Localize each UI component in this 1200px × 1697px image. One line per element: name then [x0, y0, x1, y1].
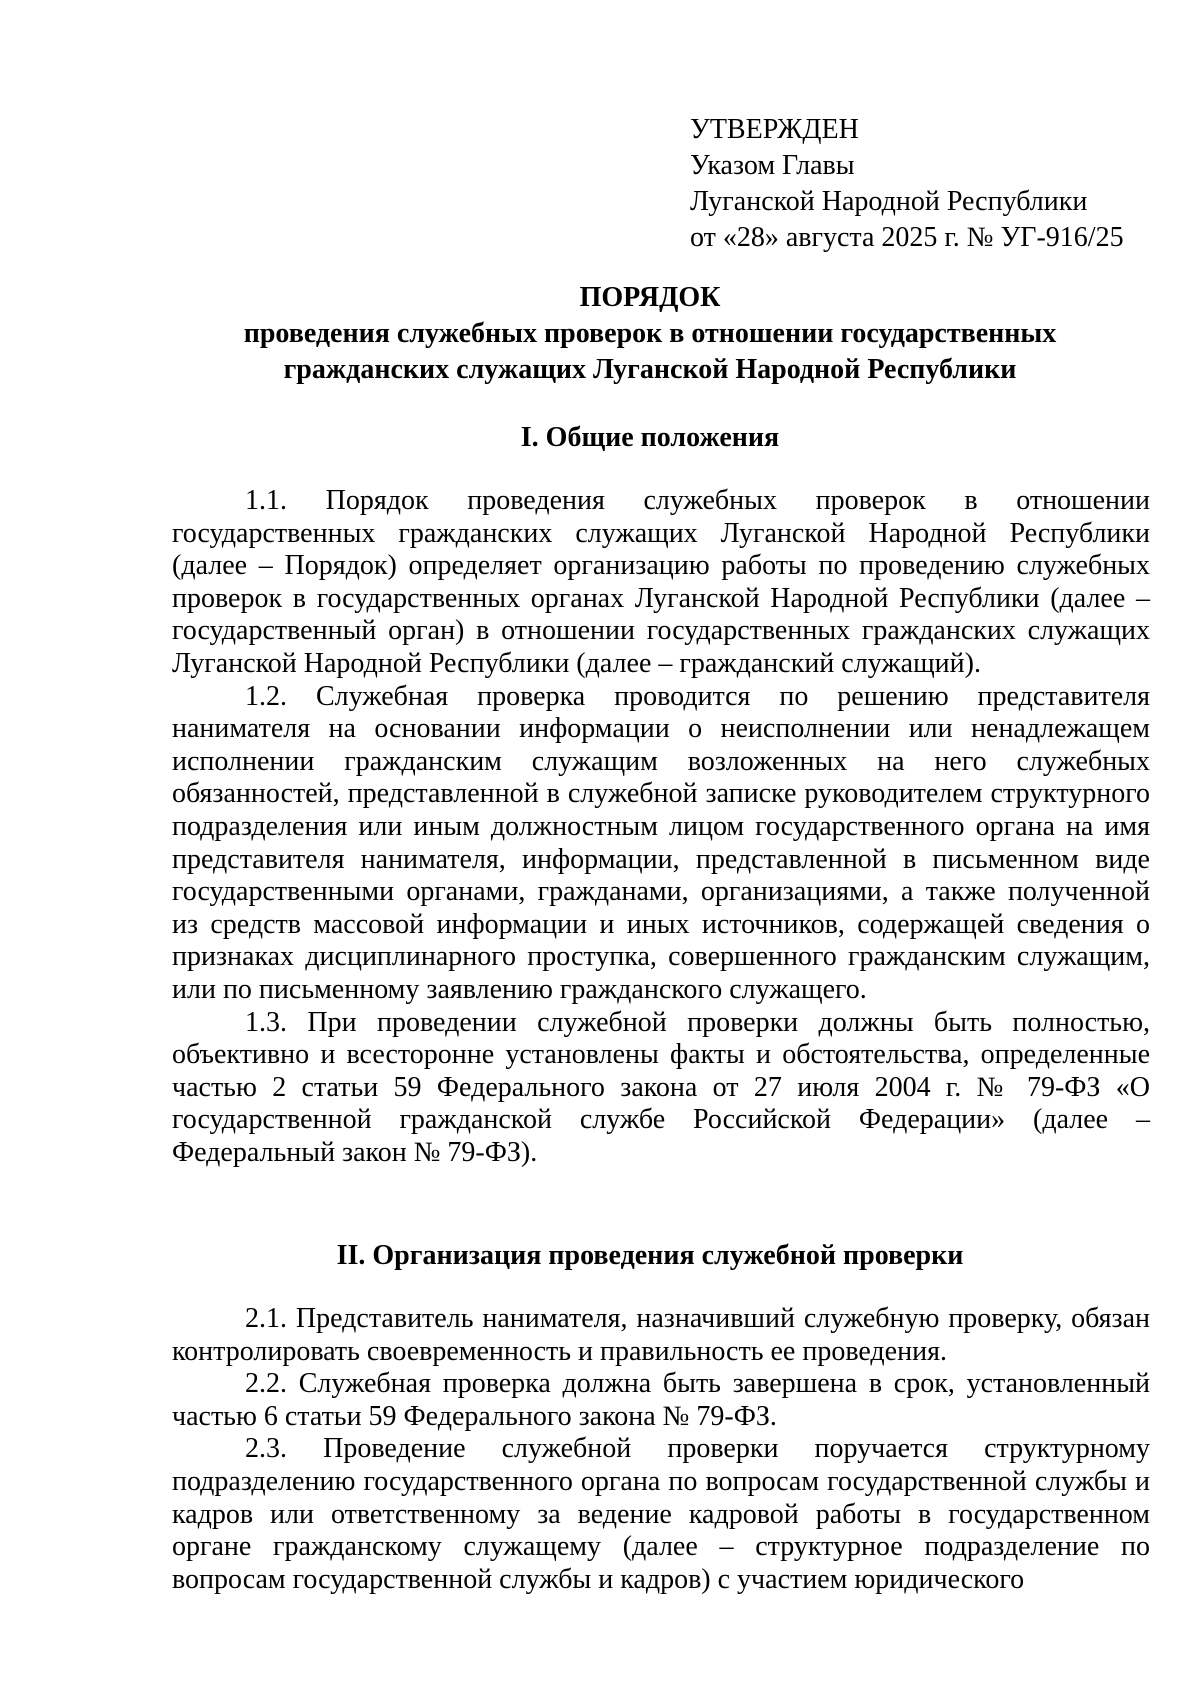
- paragraph-2-1: 2.1. Представитель нанимателя, назначивший служебную проверку, обязан контролировать своевременность и правильность ее проведения.: [172, 1303, 1150, 1367]
- section-heading-2: II. Организация проведения служебной проверки: [336, 1240, 964, 1271]
- section-heading-1: I. Общие положения: [520, 422, 780, 453]
- approval-date-number: от «28» августа 2025 г. № УГ-916/25: [690, 222, 1124, 253]
- paragraph-2-3: 2.3. Проведение служебной проверки поручается структурному подразделению государственного органа по вопросам государственной службы и кадров или ответственному за ведение кадровой работы в государственном органе гражданскому служащему (далее – структурное подразделение по вопросам государственной службы и кадров) с участием юридического: [172, 1433, 1150, 1595]
- document-title: [150, 280, 1150, 388]
- paragraph-2-2: 2.2. Служебная проверка должна быть завершена в срок, установленный частью 6 статьи 59 Федерального закона № 79-ФЗ.: [172, 1368, 1150, 1432]
- paragraph-1-1: 1.1. Порядок проведения служебных проверок в отношении государственных гражданских служащих Луганской Народной Республики (далее – Порядок) определяет организацию работы по проведению служебных проверок в государственных органах Луганской Народной Республики (далее – государственный орган) в отношении государственных гражданских служащих Луганской Народной Республики (далее – гражданский служащий).: [172, 485, 1150, 679]
- section-2-body: [172, 1303, 1150, 1596]
- approval-by-decree: Указом Главы: [690, 150, 855, 181]
- section-1-body: [172, 485, 1150, 1169]
- title-sub-line-2: гражданских служащих Луганской Народной Республики: [283, 354, 1017, 385]
- title-main: ПОРЯДОК: [579, 282, 721, 313]
- approval-stamp-block: [690, 112, 1170, 256]
- approval-republic: Луганской Народной Республики: [690, 186, 1088, 217]
- paragraph-1-2: 1.2. Служебная проверка проводится по решению представителя нанимателя на основании информации о неисполнении или ненадлежащем исполнении гражданским служащим возложенных на него служебных обязанностей, представленной в служебной записке руководителем структурного подразделения или иным должностным лицом государственного органа на имя представителя нанимателя, информации, представленной в письменном виде государственными органами, гражданами, организациями, а также полученной из средств массовой информации и иных источников, содержащей сведения о признаках дисциплинарного проступка, совершенного гражданским служащим, или по письменному заявлению гражданского служащего.: [172, 680, 1150, 1005]
- approval-approved: УТВЕРЖДЕН: [690, 114, 859, 145]
- paragraph-1-3: 1.3. При проведении служебной проверки должны быть полностью, объективно и всесторонне установлены факты и обстоятельства, определенные частью 2 статьи 59 Федерального закона от 27 июля 2004 г. № 79-ФЗ «О государственной гражданской службе Российской Федерации» (далее – Федеральный закон № 79-ФЗ).: [172, 1006, 1150, 1168]
- title-sub-line-1: проведения служебных проверок в отношении государственных: [243, 318, 1057, 349]
